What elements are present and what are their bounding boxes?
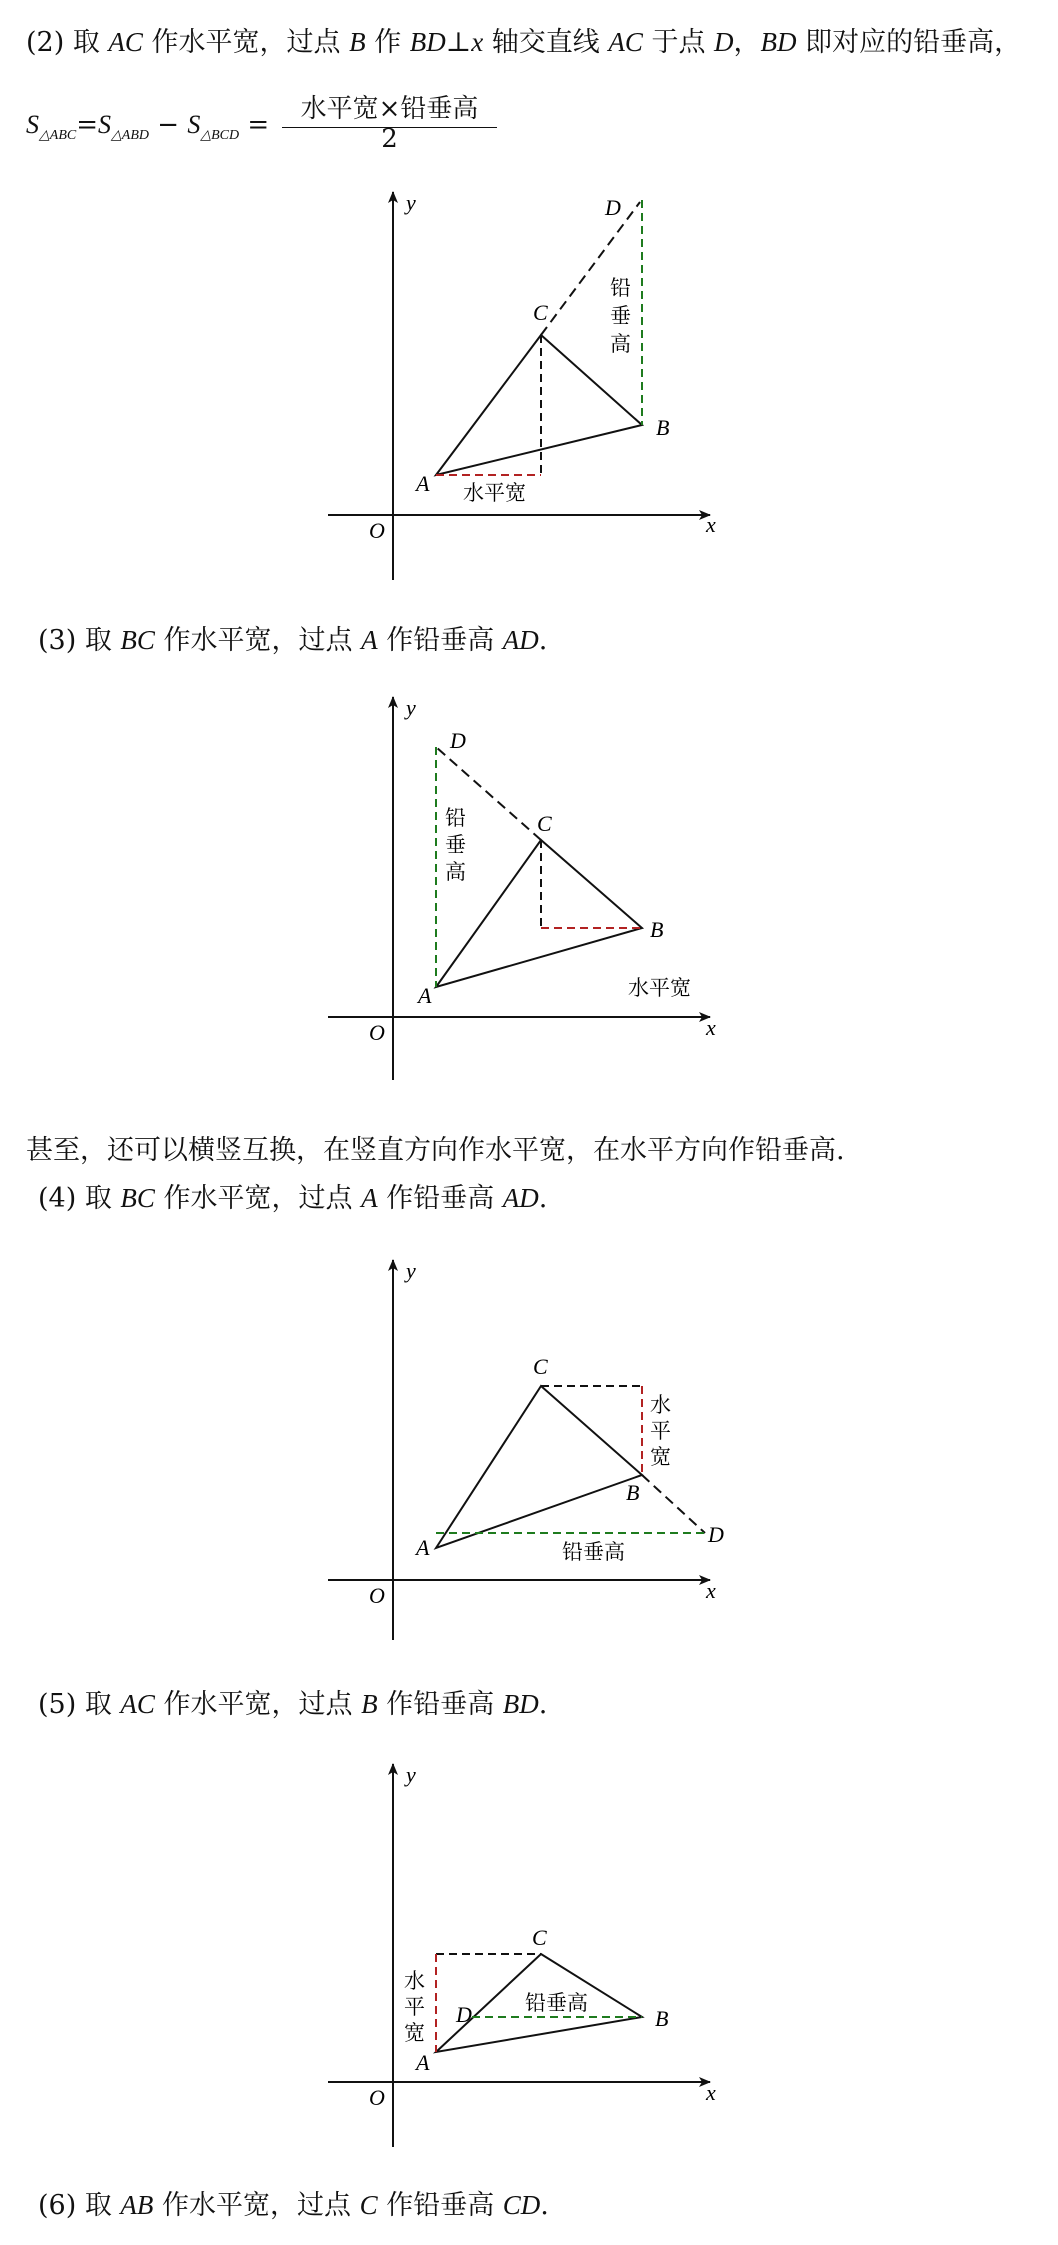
vertical-height-label-1: 铅	[610, 276, 631, 300]
step-5-text: (5) 取 AC 作水平宽，过点 B 作铅垂高 BD.	[38, 1689, 548, 1720]
vertical-height-label-1: 铅	[445, 806, 466, 830]
point-b-label: B	[626, 1480, 640, 1505]
triangle-abc	[436, 335, 642, 475]
point-d-label: D	[708, 1522, 724, 1547]
dashed-cb-extension	[642, 1475, 705, 1533]
y-label: y	[406, 1258, 416, 1283]
figure-2	[0, 685, 1058, 1085]
point-b-label: B	[655, 2006, 669, 2031]
horizontal-width-label-1: 水	[650, 1393, 671, 1417]
horizontal-width-label-2: 平	[650, 1419, 671, 1443]
origin-label: O	[369, 518, 385, 543]
triangle-abc	[436, 840, 642, 987]
y-label: y	[406, 695, 416, 720]
triangle-abc	[436, 1386, 642, 1548]
vertical-height-label-2: 垂	[445, 833, 466, 857]
origin-label: O	[369, 1020, 385, 1045]
vertical-height-label-3: 高	[445, 860, 466, 884]
step-4-text: (4) 取 BC 作水平宽，过点 A 作铅垂高 AD.	[38, 1183, 548, 1214]
x-label: x	[706, 1578, 716, 1603]
horizontal-width-label-2: 平	[404, 1995, 425, 2019]
vertical-height-label-2: 垂	[610, 304, 631, 328]
vertical-height-label: 铅垂高	[525, 1991, 588, 2015]
origin-label: O	[369, 2085, 385, 2110]
area-formula: $S_{\triangle ABC}=S_{\triangle ABD} - S_{\triangle BCD}$ = 水平宽×铅垂高 2	[26, 88, 586, 158]
origin-label: O	[369, 1583, 385, 1608]
point-c-label: C	[533, 1354, 548, 1379]
y-label: y	[406, 1762, 416, 1787]
vertical-height-label-3: 高	[610, 332, 631, 356]
point-d-label: D	[456, 2002, 472, 2027]
point-b-label: B	[650, 917, 664, 942]
x-label: x	[706, 2080, 716, 2105]
horizontal-width-label: 水平宽	[463, 481, 526, 505]
point-c-label: C	[537, 811, 552, 836]
y-label: y	[406, 190, 416, 215]
formula-numerator: 水平宽×铅垂高	[282, 88, 497, 128]
step-3-text: (3) 取 BC 作水平宽，过点 A 作铅垂高 AD.	[38, 625, 548, 656]
note-text: 甚至，还可以横竖互换，在竖直方向作水平宽，在水平方向作铅垂高.	[26, 1135, 845, 1166]
point-d-label: D	[450, 728, 466, 753]
point-d-label: D	[605, 195, 621, 220]
horizontal-width-label-3: 宽	[404, 2021, 425, 2045]
x-label: x	[706, 512, 716, 537]
step-2-text: (2) 取 AC 作水平宽，过点 B 作 BD⊥x 轴交直线 AC 于点 D，BD 即对应的铅垂高，	[26, 27, 1022, 58]
point-a-label: A	[418, 983, 432, 1008]
horizontal-width-label-3: 宽	[650, 1445, 671, 1469]
point-a-label: A	[416, 2050, 430, 2075]
point-b-label: B	[656, 415, 670, 440]
horizontal-width-label: 水平宽	[628, 976, 691, 1000]
formula-denominator: 2	[381, 124, 398, 154]
point-a-label: A	[416, 1535, 430, 1560]
point-c-label: C	[532, 1925, 547, 1950]
point-c-label: C	[533, 300, 548, 325]
figure-3	[0, 1248, 1058, 1648]
step-6-text: (6) 取 AB 作水平宽，过点 C 作铅垂高 CD.	[38, 2190, 549, 2221]
point-a-label: A	[416, 471, 430, 496]
figure-4	[0, 1752, 1058, 2152]
vertical-height-label: 铅垂高	[562, 1540, 625, 1564]
horizontal-width-label-1: 水	[404, 1969, 425, 1993]
figure-1	[0, 180, 1058, 600]
x-label: x	[706, 1015, 716, 1040]
